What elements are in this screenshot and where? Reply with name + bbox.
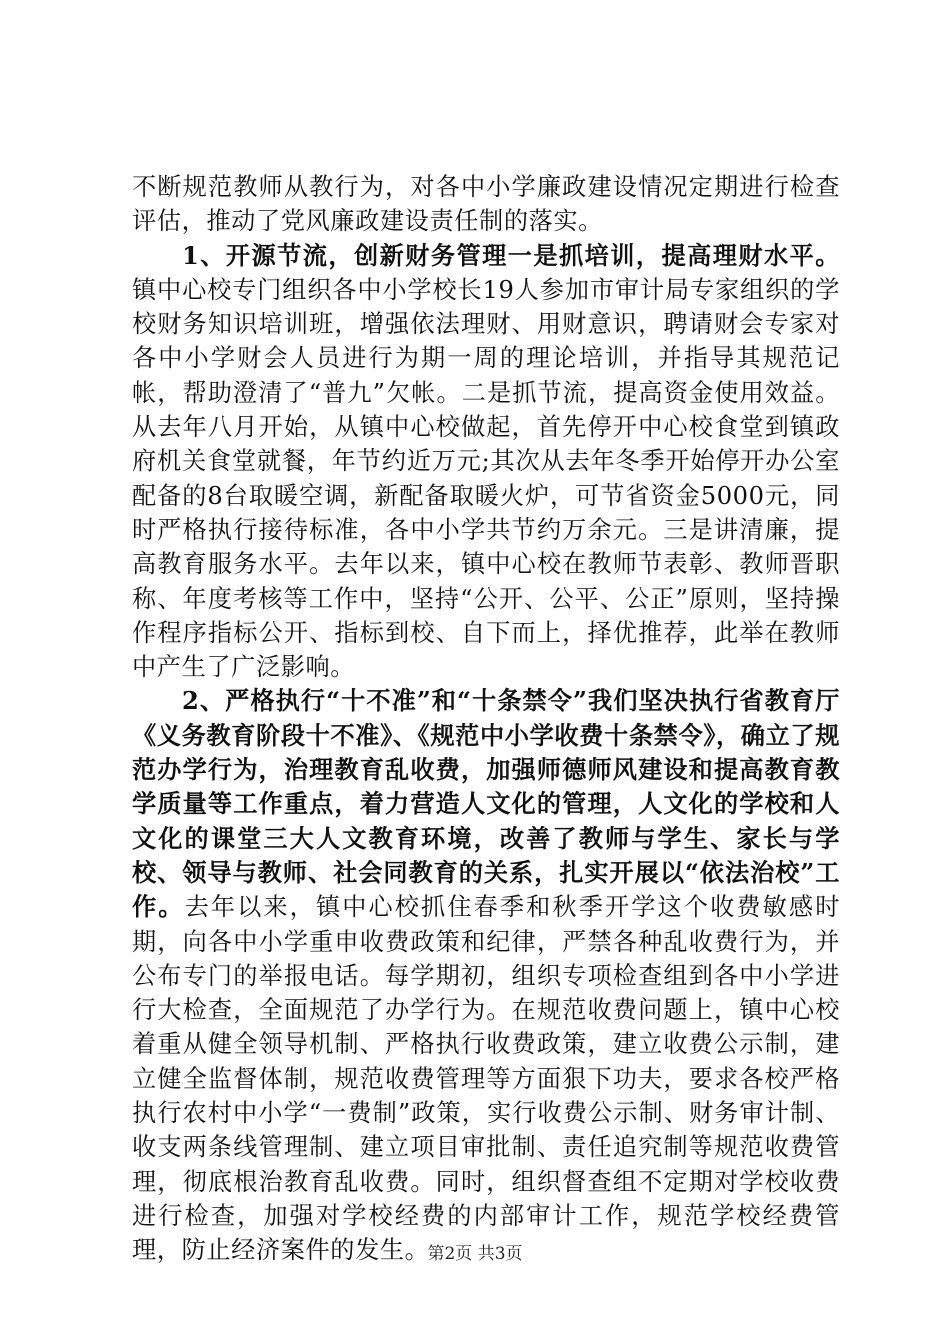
paragraph-1: [132, 239, 840, 685]
paragraph-0: [132, 170, 840, 239]
page-number: 第2页 共3页: [427, 1244, 523, 1264]
document-body: [132, 170, 840, 1268]
paragraph-2-heading: 2、严格执行“十不准”和“十条禁令”我们坚决执行省教育厅《义务教育阶段十不准》、《规范中小学收费十条禁令》，确立了规范办学行为，治理教育乱收费，加强师德师风建设和提高教育教学质量等工作重点，着力营造人文化的管理，人文化的学校和人文化的课堂三大人文教育环境，改善了教师与学生、家长与学校、领导与教师、社会同教育的关系，扎实开展以“依法治校”工作。: [132, 686, 840, 922]
paragraph-2: [132, 684, 840, 1267]
paragraph-1-heading: 1、开源节流，创新财务管理一是抓培训，提高理财水平。: [182, 240, 840, 270]
page-footer: [0, 1242, 950, 1266]
paragraph-0-text: 不断规范教师从教行为，对各中小学廉政建设情况定期进行检查评估，推动了党风廉政建设责任制的落实。: [132, 173, 840, 236]
paragraph-1-body: 镇中心校专门组织各中小学校长19人参加市审计局专家组织的学校财务知识培训班，增强依法理财、用财意识，聘请财会专家对各中小学财会人员进行为期一周的理论培训，并指导其规范记帐，帮助澄清了“普九”欠帐。二是抓节流，提高资金使用效益。从去年八月开始，从镇中心校做起，首先停开中心校食堂到镇政府机关食堂就餐，年节约近万元;其次从去年冬季开始停开办公室配备的8台取暖空调，新配备取暖火炉，可节省资金5000元，同时严格执行接待标准，各中小学共节约万余元。三是讲清廉，提高教育服务水平。去年以来，镇中心校在教师节表彰、教师晋职称、年度考核等工作中，坚持“公开、公平、公正”原则，坚持操作程序指标公开、指标到校、自下而上，择优推荐，此举在教师中产生了广泛影响。: [132, 275, 840, 682]
paragraph-2-body: 去年以来，镇中心校抓住春季和秋季开学这个收费敏感时期，向各中小学重申收费政策和纪律，严禁各种乱收费行为，并公布专门的举报电话。每学期初，组织专项检查组到各中小学进行大检查，全面规范了办学行为。在规范收费问题上，镇中心校着重从健全领导机制、严格执行收费政策，建立收费公示制，建立健全监督体制，规范收费管理等方面狠下功夫，要求各校严格执行农村中小学“一费制”政策，实行收费公示制、财务审计制、收支两条线管理制、建立项目审批制、责任追究制等规范收费管理，彻底根治教育乱收费。同时，组织督查组不定期对学校收费进行检查，加强对学校经费的内部审计工作，规范学校经费管理，防止经济案件的发生。: [132, 893, 840, 1265]
